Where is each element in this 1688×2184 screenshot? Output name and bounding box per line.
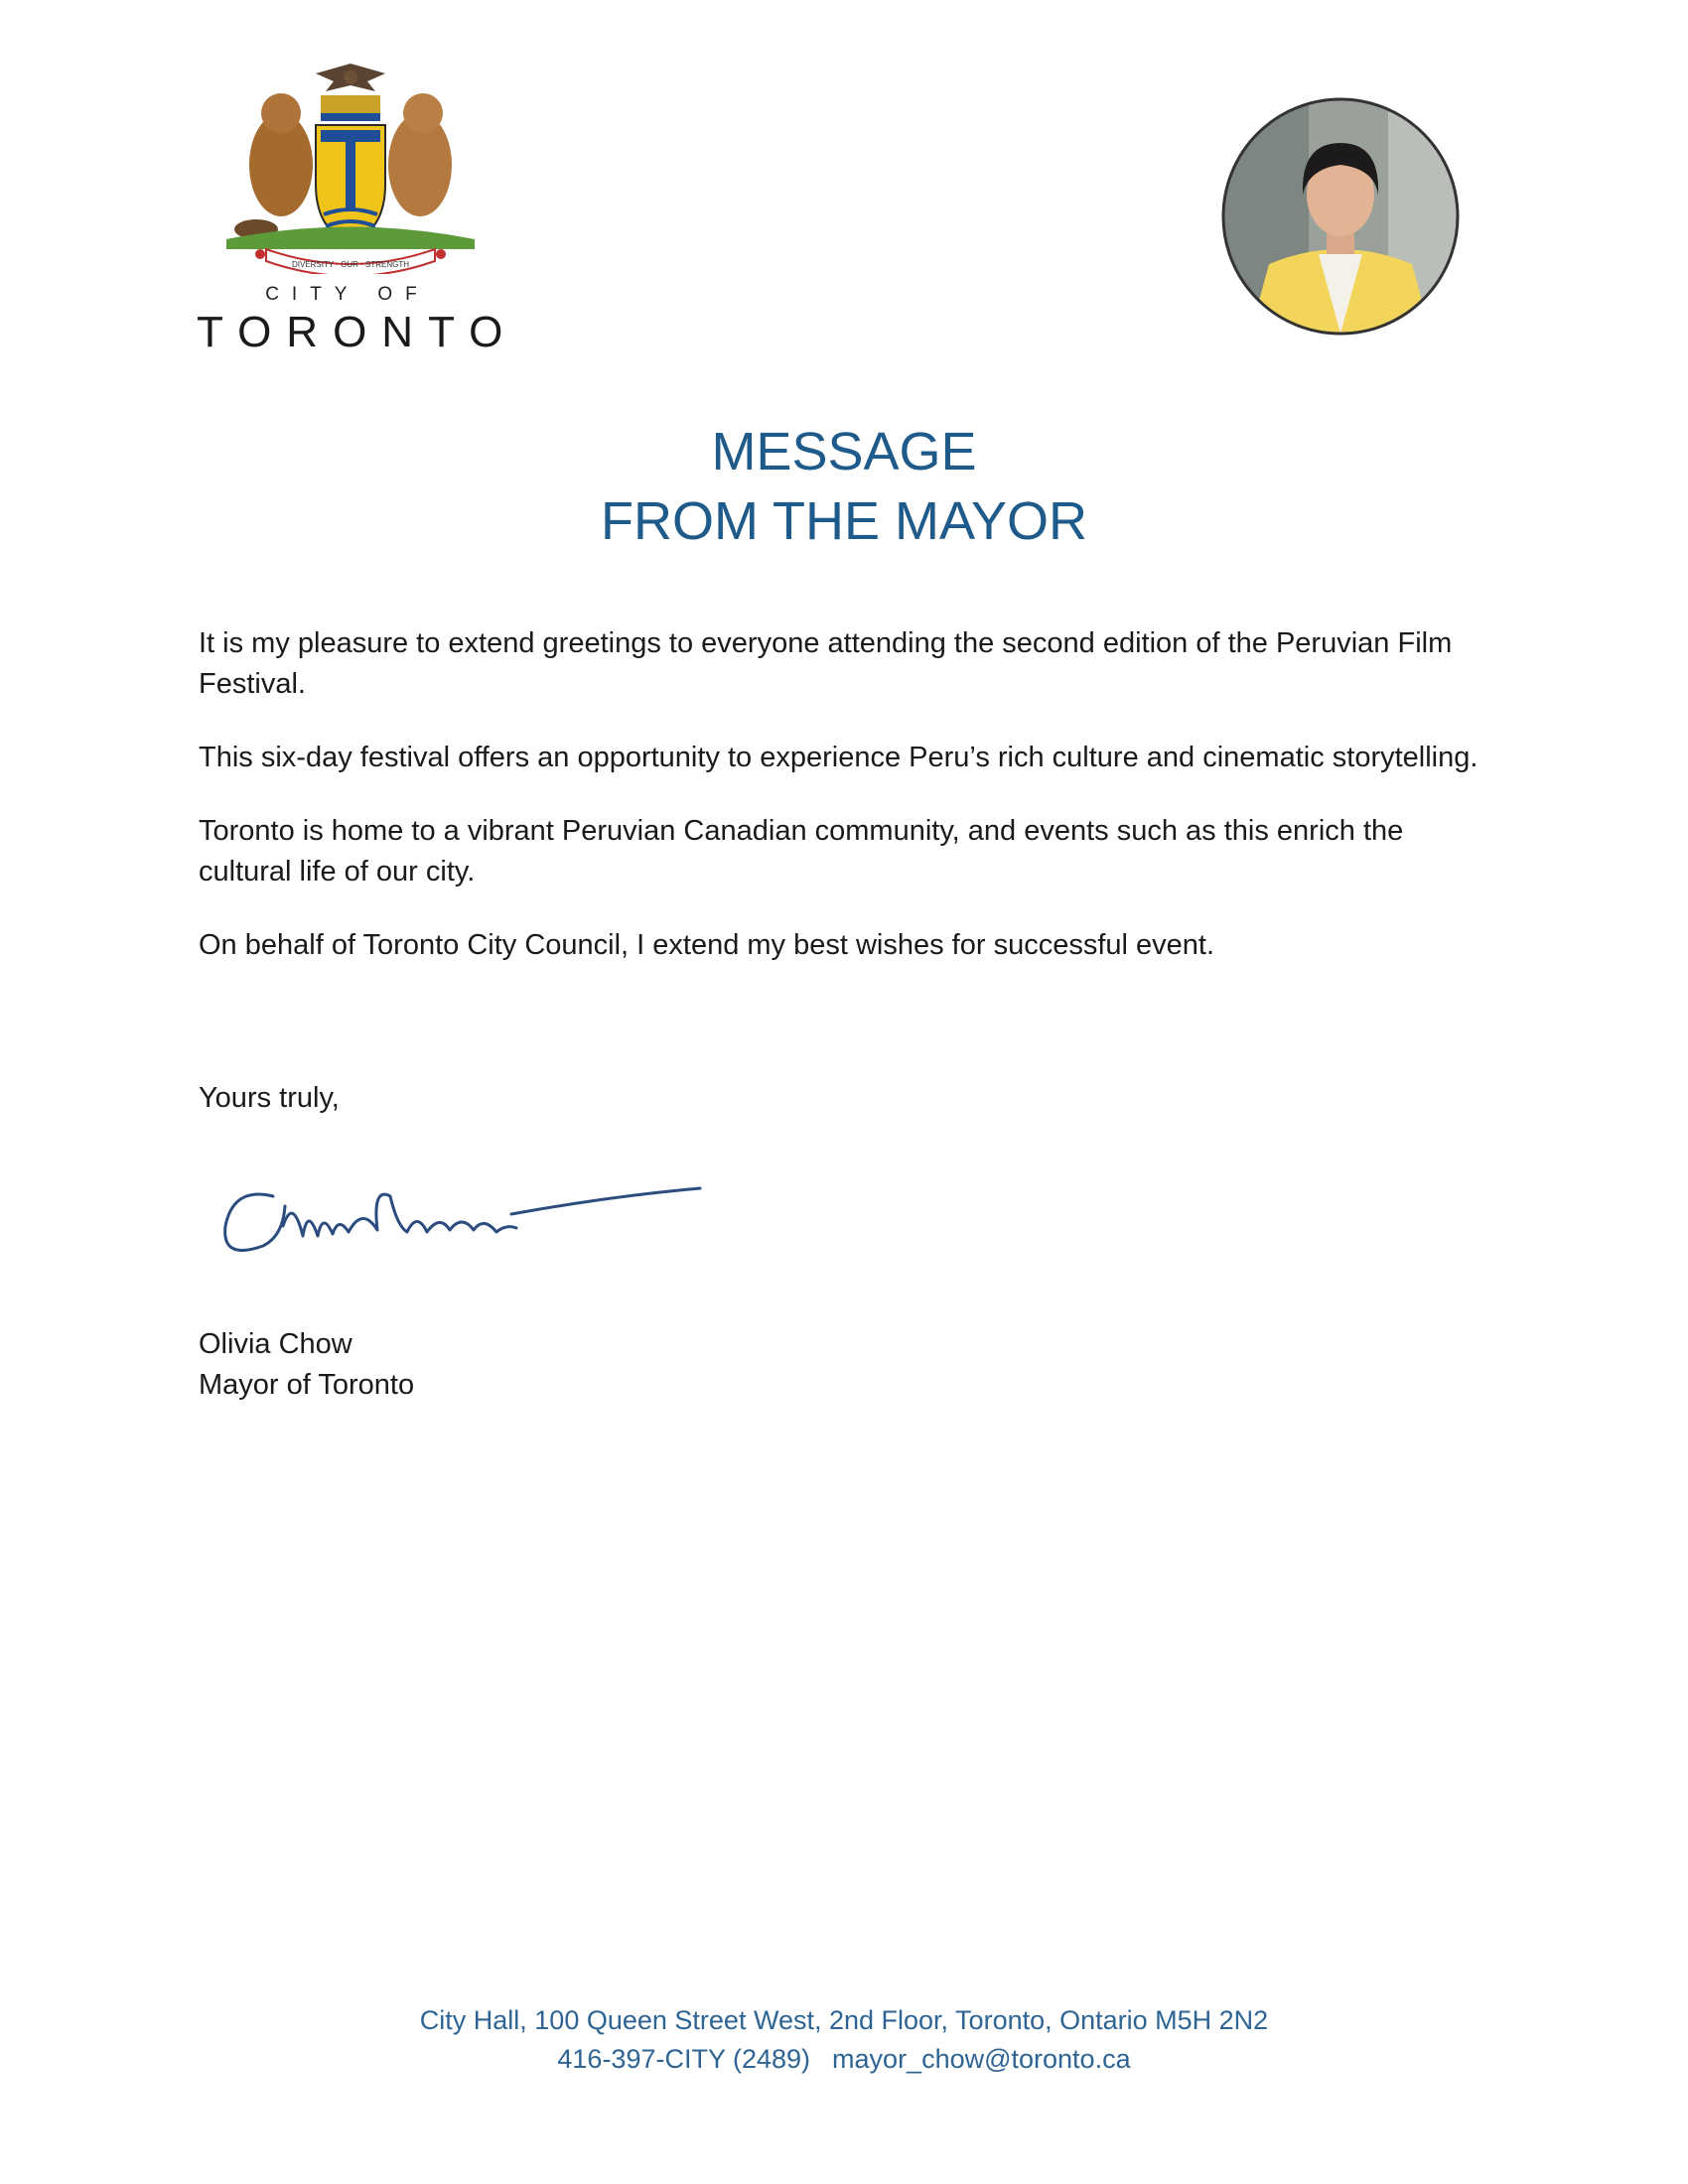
signature: [213, 1166, 710, 1286]
letter-body: [199, 623, 1489, 999]
footer-email-link[interactable]: mayor_chow@toronto.ca: [832, 2044, 1131, 2074]
footer-phone: 416-397-CITY (2489): [557, 2044, 811, 2074]
closing: Yours truly,: [199, 1082, 340, 1114]
title-line-2: FROM THE MAYOR: [600, 491, 1087, 551]
footer: [0, 2001, 1688, 2079]
footer-address: City Hall, 100 Queen Street West, 2nd Floor, Toronto, Ontario M5H 2N2: [419, 2005, 1269, 2035]
logo-city-name: TORONTO: [197, 308, 518, 356]
paragraph: It is my pleasure to extend greetings to everyone attending the second edition of the Peruvian Film Festival.: [199, 627, 1453, 700]
signer-title: Mayor of Toronto: [199, 1369, 415, 1401]
paragraph: On behalf of Toronto City Council, I extend my best wishes for successful event.: [199, 929, 1215, 961]
city-of-toronto-logo: [197, 56, 518, 356]
signer-block: [199, 1324, 414, 1406]
signer-name: Olivia Chow: [199, 1328, 352, 1360]
logo-city-of: CITY OF: [265, 284, 430, 305]
mayor-portrait: [1219, 95, 1462, 338]
page-title: [0, 417, 1688, 556]
logo-motto: DIVERSITY · OUR · STRENGTH: [291, 260, 410, 269]
title-line-1: MESSAGE: [711, 422, 977, 481]
coat-of-arms-icon: [197, 56, 504, 274]
paragraph: This six-day festival offers an opportunity to experience Peru’s rich culture and cinematic storytelling.: [199, 742, 1478, 773]
paragraph: Toronto is home to a vibrant Peruvian Canadian community, and events such as this enrich the cultural life of our city.: [199, 815, 1404, 887]
footer-contact: [0, 2040, 1688, 2079]
